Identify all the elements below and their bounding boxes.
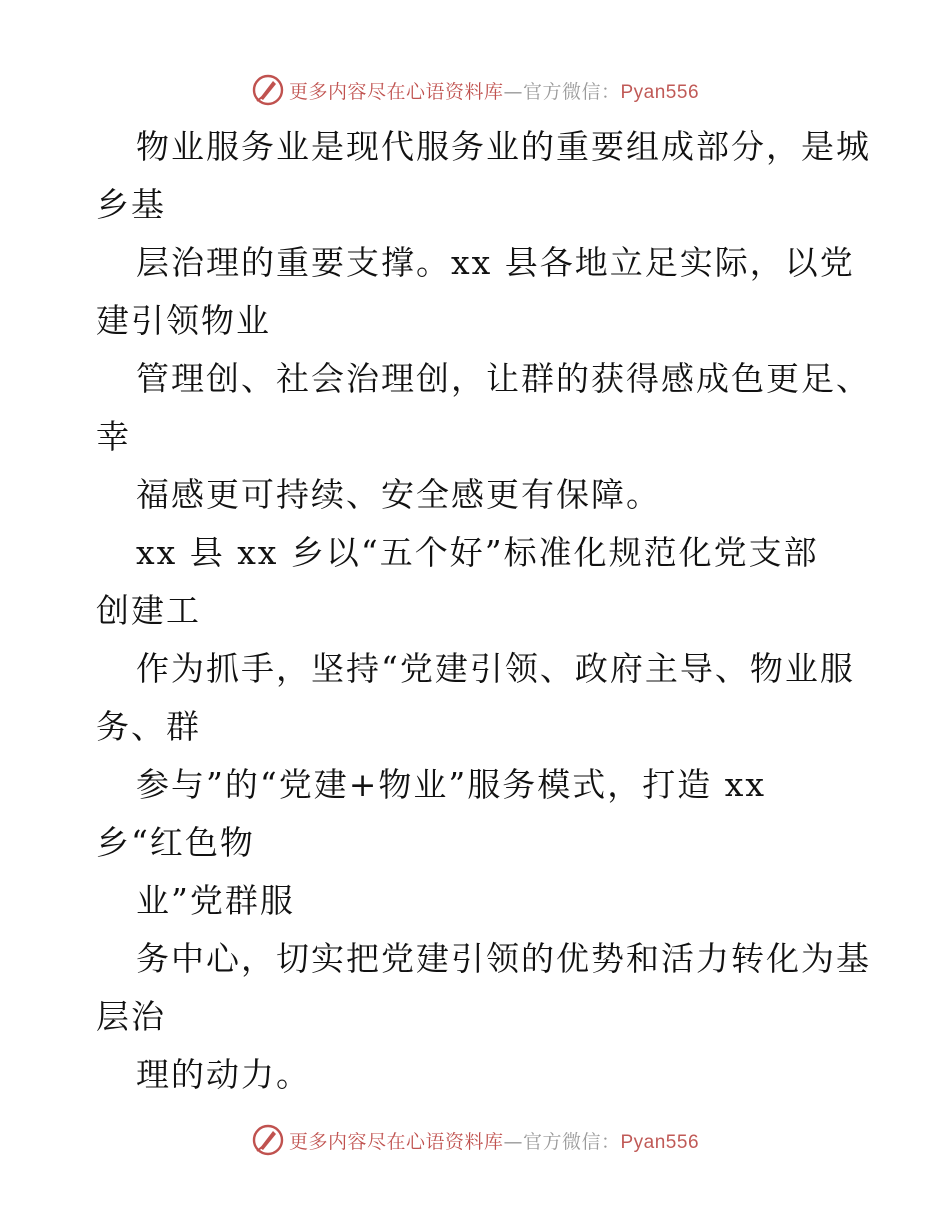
paragraph xyxy=(96,466,866,524)
document-body xyxy=(96,118,871,1104)
text-line: 参与”的“党建+物业”服务模式，打造 xx xyxy=(136,765,766,804)
quill-logo-icon xyxy=(251,1123,285,1157)
text-line: xx 县 xx 乡以“五个好”标准化规范化党支部 xyxy=(136,533,819,572)
paragraph xyxy=(96,234,866,350)
paragraph xyxy=(96,1046,866,1104)
text-line: 作为抓手，坚持“党建引领、政府主导、物业服 xyxy=(136,649,855,688)
paragraph xyxy=(96,350,871,466)
text-line: 务、群 xyxy=(96,707,201,746)
text-line: 层治理的重要支撑。xx 县各地立足实际，以党 xyxy=(136,243,855,282)
text-line: 福感更可持续、安全感更有保障。 xyxy=(136,475,661,514)
paragraph xyxy=(96,118,871,234)
paragraph xyxy=(96,930,871,1046)
text-line: 建引领物业 xyxy=(96,301,271,340)
text-line: 幸 xyxy=(96,417,131,456)
text-line: 物业服务业是现代服务业的重要组成部分，是城 xyxy=(136,127,871,166)
text-line: 创建工 xyxy=(96,591,201,630)
footer-watermark xyxy=(0,1122,950,1158)
watermark-main-text: 更多内容尽在心语资料库 xyxy=(288,1130,504,1153)
watermark-wechat-id: Pyan556 xyxy=(620,81,700,103)
paragraph xyxy=(96,756,866,872)
paragraph xyxy=(96,872,866,930)
text-line: 务中心，切实把党建引领的优势和活力转化为基 xyxy=(136,939,871,978)
text-line: 乡“红色物 xyxy=(96,823,255,862)
watermark-wechat-id: Pyan556 xyxy=(620,1131,700,1153)
watermark-separator: — xyxy=(503,1130,523,1153)
paragraph xyxy=(96,524,866,640)
quill-logo-icon xyxy=(251,73,285,107)
watermark-main-text: 更多内容尽在心语资料库 xyxy=(288,80,504,103)
paragraph xyxy=(96,640,866,756)
text-line: 业”党群服 xyxy=(136,881,295,920)
watermark-contact-label: 官方微信： xyxy=(522,80,621,103)
text-line: 乡基 xyxy=(96,185,166,224)
text-line: 理的动力。 xyxy=(136,1055,311,1094)
watermark-separator: — xyxy=(503,80,523,103)
header-watermark xyxy=(0,72,950,108)
text-line: 管理创、社会治理创，让群的获得感成色更足、 xyxy=(136,359,871,398)
text-line: 层治 xyxy=(96,997,166,1036)
watermark-contact-label: 官方微信： xyxy=(522,1130,621,1153)
